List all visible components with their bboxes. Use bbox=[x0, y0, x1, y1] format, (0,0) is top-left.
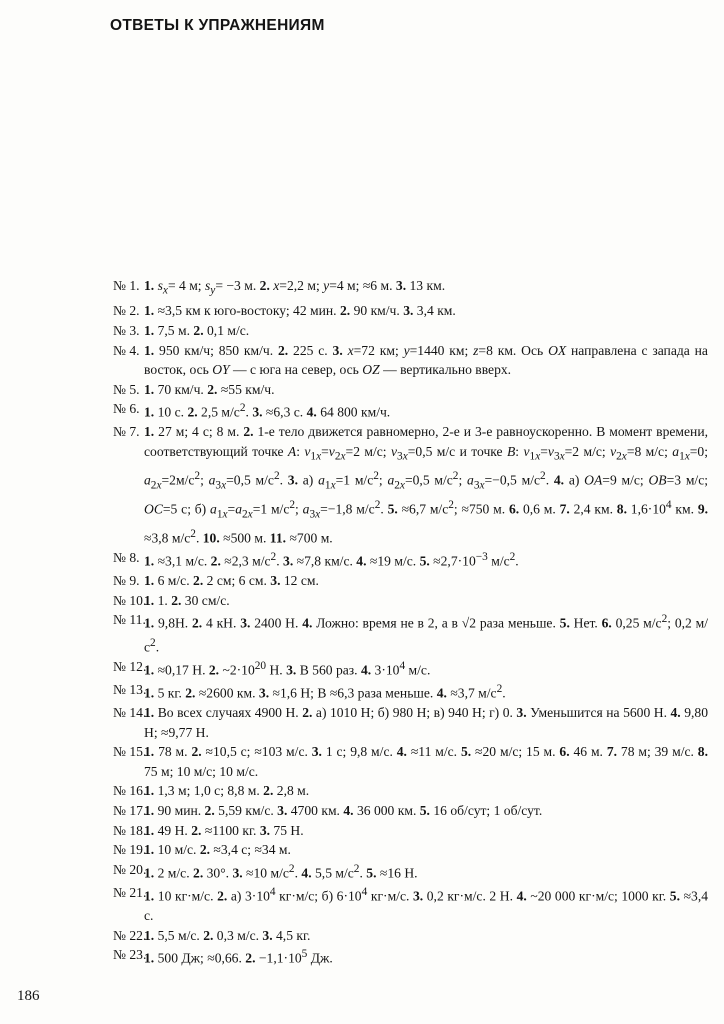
exercise-number: № 1. bbox=[113, 278, 140, 293]
answer-entry bbox=[113, 399, 708, 422]
answer-text: 1. 10 с. 2. 2,5 $м/с^2$. 3. ≈6,3 с. 4. 64 800 км/ч. bbox=[144, 402, 391, 420]
answer-entry bbox=[113, 610, 708, 656]
answer-text: 1. ≈3,5 км к юго-востоку; 42 мин. 2. 90 км/ч. 3. 3,4 км. bbox=[144, 303, 456, 319]
answer-text: 1. ≈0,17 Н. 2. $\sim 2\cdot 10^{20}$ Н. 3. В 560 раз. 4. $3\cdot 10^4$ м/с. bbox=[144, 659, 431, 678]
answer-entry bbox=[113, 883, 708, 926]
exercise-number: № 3. bbox=[113, 322, 140, 338]
answer-text: 1. 1,3 м; 1,0 с; 8,8 м. 2. 2,8 м. bbox=[144, 783, 310, 799]
exercise-number: № 21. bbox=[113, 884, 147, 900]
exercise-number: № 11. bbox=[113, 612, 146, 628]
exercise-number: № 13. bbox=[113, 681, 147, 697]
answer-text: 1. 500 Дж; ≈0,66. 2. $-1,1\cdot 10^5$ Дж. bbox=[144, 948, 333, 966]
answer-entry bbox=[113, 301, 708, 321]
exercise-number: № 18. bbox=[113, 822, 147, 838]
exercise-number: № 17. bbox=[113, 802, 147, 818]
exercise-number: № 7. bbox=[113, 424, 140, 440]
answer-text: 1. 2 м/с. 2. 30°. 3. ≈10 $м/с^2$. 4. 5,5 $м/с^2$. 5. ≈16 Н. bbox=[144, 862, 418, 881]
page-number: 186 bbox=[17, 988, 40, 1004]
exercise-number: № 20. bbox=[113, 861, 147, 877]
answer-text: 1. 10 кг·м/с. 2. а) $3\cdot 10^4$ кг·м/с; б) $6\cdot 10^4$ кг·м/с. 3. 0,2 кг·м/с. 2 Н. 4. ~20 000 кг·м/с; 1000 кг. 5. ≈3,4 с. bbox=[144, 885, 709, 923]
exercise-number: № 22. bbox=[113, 927, 147, 943]
exercise-number: № 5. bbox=[113, 381, 140, 397]
answer-entry bbox=[113, 422, 708, 548]
answer-entry bbox=[113, 781, 708, 801]
exercise-number: № 6. bbox=[113, 401, 140, 417]
answer-text: 1. 5 кг. 2. ≈2600 км. 3. ≈1,6 Н; В ≈6,3 раза меньше. 4. ≈3,7 $м/с^2$. bbox=[144, 682, 506, 701]
answer-entry bbox=[113, 945, 708, 968]
exercise-number: № 8. bbox=[113, 550, 140, 566]
answer-entry bbox=[113, 341, 708, 380]
exercise-number: № 23. bbox=[113, 947, 147, 963]
exercise-number: № 19. bbox=[113, 842, 147, 858]
answer-entry bbox=[113, 657, 708, 680]
answer-entry bbox=[113, 840, 708, 860]
answer-text: 1. $s_x= 4$ м; $s_y= -3$ м. 2. x=2,2 м; y=4 м; ≈6 м. 3. 13 км. bbox=[144, 278, 446, 297]
answer-text: 1. 70 км/ч. 2. ≈55 км/ч. bbox=[144, 381, 275, 397]
exercise-number: № 10. bbox=[113, 592, 147, 608]
answer-text: 1. 49 Н. 2. ≈1100 кг. 3. 75 Н. bbox=[144, 822, 304, 838]
answer-text: 1. 6 м/с. 2. 2 см; 6 см. 3. 12 см. bbox=[144, 573, 319, 589]
exercise-number: № 9. bbox=[113, 573, 140, 589]
answer-entry bbox=[113, 703, 708, 742]
answer-text: 1. 1. 2. 30 см/с. bbox=[144, 592, 230, 608]
answer-entry bbox=[113, 548, 708, 571]
answer-entry bbox=[113, 742, 708, 781]
exercise-number: № 15. bbox=[113, 744, 147, 760]
answer-text: 1. 7,5 м. 2. 0,1 м/с. bbox=[144, 322, 250, 338]
answer-text: 1. ≈3,1 м/с. 2. ≈2,3 $м/с^2$. 3. ≈7,8 км/с. 4. ≈19 м/с. 5. $\approx 2,7\cdot 10^{-3}$ $м/с^2$. bbox=[144, 551, 519, 569]
answer-text: 1. 950 км/ч; 850 км/ч. 2. 225 с. 3. x=72 км; y=1440 км; z=8 км. Ось OX направлена с запада на восток, ось OY — с юга на север, ось OZ — вертикально вверх. bbox=[144, 342, 708, 378]
answer-entry bbox=[113, 801, 708, 821]
exercise-number: № 12. bbox=[113, 658, 147, 674]
answer-text: 1. 9,8Н. 2. 4 кН. 3. 2400 Н. 4. Ложно: время не в 2, а в √2 раза меньше. 5. Нет. 6. 0,25 $м/с^2$; 0,2 $м/с^2$. bbox=[144, 613, 709, 655]
answer-entry bbox=[113, 276, 708, 301]
answer-entry bbox=[113, 591, 708, 611]
answer-entry bbox=[113, 860, 708, 883]
answer-text: 1. 90 мин. 2. 5,59 км/с. 3. 4700 км. 4. 36 000 км. 5. 16 об/сут; 1 об/сут. bbox=[144, 802, 543, 818]
answer-text: 1. Во всех случаях 4900 Н. 2. а) 1010 Н; б) 980 Н; в) 940 Н; г) 0. 3. Уменьшится на 5600 Н. 4. 9,80 Н; ≈9,77 Н. bbox=[144, 704, 708, 740]
answer-entry bbox=[113, 571, 708, 591]
page-title: ОТВЕТЫ К УПРАЖНЕНИЯМ bbox=[110, 17, 325, 34]
answers-list bbox=[113, 276, 708, 968]
answer-entry bbox=[113, 926, 708, 946]
answer-text: 1. 5,5 м/с. 2. 0,3 м/с. 3. 4,5 кг. bbox=[144, 927, 311, 943]
answer-text: 1. 10 м/с. 2. ≈3,4 с; ≈34 м. bbox=[144, 842, 291, 858]
answer-entry bbox=[113, 380, 708, 400]
exercise-number: № 14. bbox=[113, 704, 147, 720]
answer-entry bbox=[113, 821, 708, 841]
answer-entry bbox=[113, 321, 708, 341]
answer-text: 1. 27 м; 4 с; 8 м. 2. 1-е тело движется равномерно, 2-е и 3-е равноускоренно. В момент времени, соответствующий точке A: $v_{1x}=v_{2x}=2$ м/с; $v_{3x}=0,5$ м/с и точке B: $v_{1x}=v_{3x}=2$ м/с; $v_{2x}=8$ м/с; $a_{1x}=0$; $a_{2x}=2м/с^2$; $a_{3x}=0,5$ $м/с^2$. 3. а) $a_{1x}=1$ $м/с^2$; $a_{2x}=0,5$ $м/с^2$; $a_{3x}=-0,5$ $м/с^2$. 4. а) OA=9 м/с; OB=3 м/с; OC=5 с; б) $a_{1x}=a_{2x}=1$ $м/с^2$; $a_{3x}=-1,8$ $м/с^2$. 5. ≈6,7 $м/с^2$; ≈750 м. 6. 0,6 м. 7. 2,4 км. 8. $1,6\cdot 10^4$ км. 9. ≈3,8 $м/с^2$. 10. ≈500 м. 11. ≈700 м. bbox=[144, 424, 709, 546]
exercise-number: № 2. bbox=[113, 303, 140, 319]
exercise-number: № 4. bbox=[113, 342, 140, 358]
exercise-number: № 16. bbox=[113, 783, 147, 799]
answer-text: 1. 78 м. 2. ≈10,5 с; ≈103 м/с. 3. 1 с; 9,8 м/с. 4. ≈11 м/с. 5. ≈20 м/с; 15 м. 6. 46 м. 7. 78 м; 39 м/с. 8. 75 м; 10 м/с; 10 м/с. bbox=[144, 744, 708, 779]
answer-entry bbox=[113, 680, 708, 703]
